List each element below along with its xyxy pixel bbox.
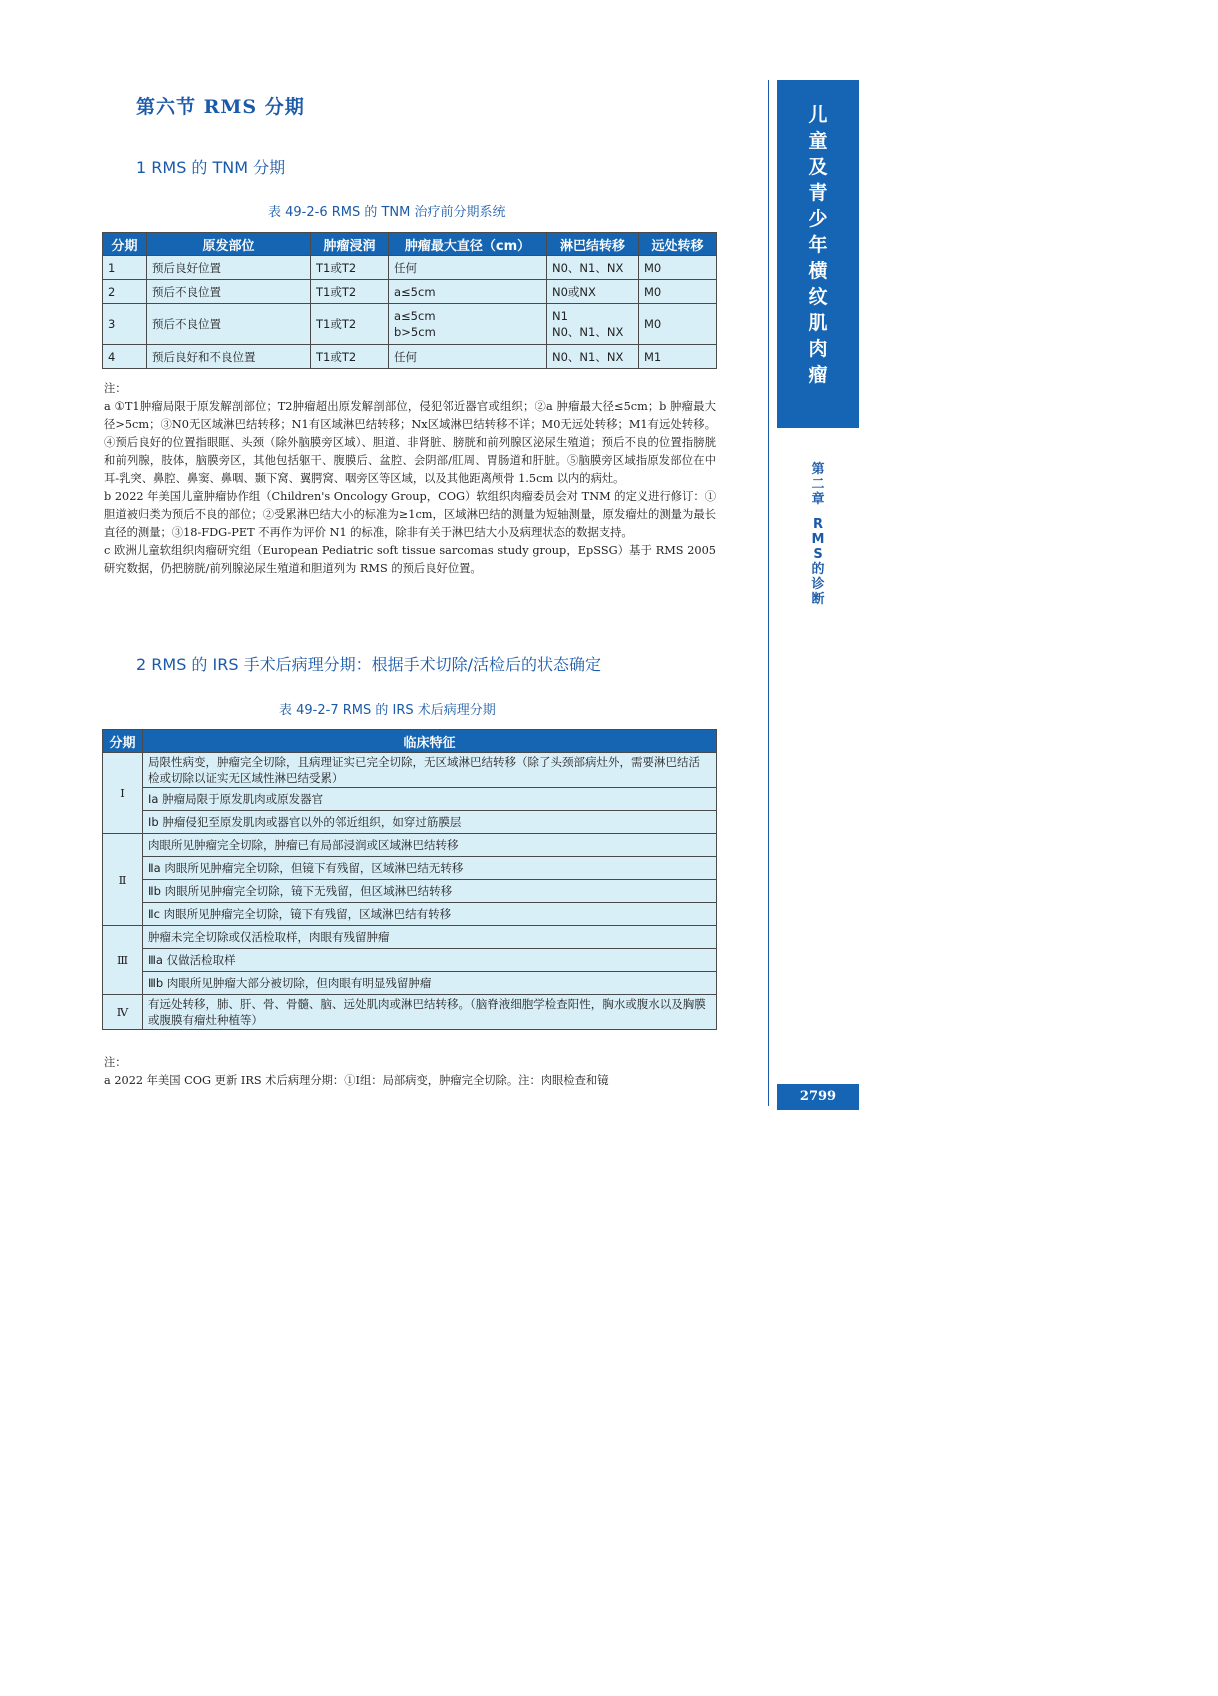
table2-header-cell: 分期	[103, 730, 143, 753]
table2-caption: 表 49-2-7 RMS 的 IRS 术后病理分期	[279, 703, 496, 718]
table2-header-row	[103, 730, 717, 753]
table2-notes	[104, 1054, 716, 1090]
table-row	[103, 949, 717, 972]
table-row	[103, 926, 717, 949]
chapter-label-vertical: 第 二 章 R M S 的 诊 断	[811, 462, 825, 607]
table-cell: 预后良好位置	[147, 256, 311, 280]
table-cell: 2	[103, 280, 147, 304]
feature-cell: 有远处转移，肺、肝、骨、骨髓、脑、远处肌肉或淋巴结转移。（脑脊液细胞学检查阳性，胸水或腹水以及胸膜或腹膜有瘤灶种植等）	[143, 995, 717, 1030]
stage-cell: Ⅰ	[103, 753, 143, 834]
table-cell: a≤5cm	[389, 280, 547, 304]
table-row	[103, 788, 717, 811]
book-title-tab	[777, 80, 859, 428]
feature-cell: Ⅲb 肉眼所见肿瘤大部分被切除，但肉眼有明显残留肿瘤	[143, 972, 717, 995]
heading-irs-staging: 2 RMS 的 IRS 手术后病理分期：根据手术切除/活检后的状态确定	[136, 655, 601, 674]
table1-header-cell: 淋巴结转移	[547, 233, 639, 256]
stage-cell: Ⅱ	[103, 834, 143, 926]
notes2-paragraph: a 2022 年美国 COG 更新 IRS 术后病理分期：①Ⅰ组：局部病变，肿瘤完全切除。注：肉眼检查和镜	[104, 1074, 609, 1087]
feature-cell: Ⅰb 肿瘤侵犯至原发肌肉或器官以外的邻近组织，如穿过筋膜层	[143, 811, 717, 834]
table-row	[103, 280, 717, 304]
table-cell: M0	[639, 280, 717, 304]
side-divider	[768, 80, 769, 1106]
table1-caption: 表 49-2-6 RMS 的 TNM 治疗前分期系统	[268, 205, 506, 220]
table-row	[103, 811, 717, 834]
table1-notes	[104, 380, 716, 578]
table-row	[103, 345, 717, 369]
tnm-staging-table	[102, 232, 717, 369]
feature-cell: Ⅰa 肿瘤局限于原发肌肉或原发器官	[143, 788, 717, 811]
table-row	[103, 972, 717, 995]
book-title-vertical: 儿 童 及 青 少 年 横 纹 肌 肉 瘤	[808, 104, 828, 386]
stage-cell: Ⅲ	[103, 926, 143, 995]
table-cell: a≤5cm b>5cm	[389, 304, 547, 345]
irs-staging-table	[102, 729, 717, 1030]
table-cell: 4	[103, 345, 147, 369]
table-row	[103, 834, 717, 857]
table-row	[103, 903, 717, 926]
table-cell: 预后不良位置	[147, 280, 311, 304]
table1-header-cell: 肿瘤浸润	[311, 233, 389, 256]
section-title: 第六节 RMS 分期	[136, 96, 305, 118]
table-cell: T1或T2	[311, 345, 389, 369]
table-row	[103, 995, 717, 1030]
table1-header-cell: 远处转移	[639, 233, 717, 256]
feature-cell: Ⅲa 仅做活检取样	[143, 949, 717, 972]
table-row	[103, 753, 717, 788]
table-cell: N0、N1、NX	[547, 345, 639, 369]
notes1-paragraph: a ①T1肿瘤局限于原发解剖部位；T2肿瘤超出原发解剖部位，侵犯邻近器官或组织；②a 肿瘤最大径≤5cm；b 肿瘤最大径>5cm；③N0无区域淋巴结转移；N1有区域淋巴结转移；Nx区域淋巴结转移不详；M0无远处转移；M1有远处转移。④预后良好的位置指眼眶、头颈（除外脑膜旁区域）、胆道、非肾脏、膀胱和前列腺区泌尿生殖道；预后不良的位置指膀胱和前列腺，肢体，脑膜旁区，其他包括躯干、腹膜后、盆腔、会阴部/肛周、胃肠道和肝脏。⑤脑膜旁区域指原发部位在中耳-乳突、鼻腔、鼻窦、鼻咽、颞下窝、翼腭窝、咽旁区等区域，以及其他距离颅骨 1.5cm 以内的病灶。	[104, 400, 716, 485]
notes1-paragraph: b 2022 年美国儿童肿瘤协作组（Children's Oncology Group，COG）软组织肉瘤委员会对 TNM 的定义进行修订：①胆道被归类为预后不良的部位；②受累淋巴结大小的标准为≥1cm，区域淋巴结的测量为短轴测量，原发瘤灶的测量为最长直径的测量；③18-FDG-PET 不再作为评价 N1 的标准，除非有关于淋巴结大小及病理状态的数据支持。	[104, 490, 716, 539]
table-cell: T1或T2	[311, 304, 389, 345]
table-cell: T1或T2	[311, 280, 389, 304]
table-cell: T1或T2	[311, 256, 389, 280]
table-cell: 3	[103, 304, 147, 345]
table2-header-cell: 临床特征	[143, 730, 717, 753]
table1-header-row	[103, 233, 717, 256]
table-cell: M1	[639, 345, 717, 369]
feature-cell: 肿瘤未完全切除或仅活检取样，肉眼有残留肿瘤	[143, 926, 717, 949]
notes1-paragraph: c 欧洲儿童软组织肉瘤研究组（European Pediatric soft tissue sarcomas study group，EpSSG）基于 RMS 2005 研究数据，仍把膀胱/前列腺泌尿生殖道和胆道列为 RMS 的预后良好位置。	[104, 544, 716, 575]
table-cell: 任何	[389, 345, 547, 369]
table-cell: M0	[639, 304, 717, 345]
feature-cell: Ⅱc 肉眼所见肿瘤完全切除，镜下有残留，区域淋巴结有转移	[143, 903, 717, 926]
table-cell: M0	[639, 256, 717, 280]
table-cell: N0或NX	[547, 280, 639, 304]
table-cell: N0、N1、NX	[547, 256, 639, 280]
table-cell: N1 N0、N1、NX	[547, 304, 639, 345]
table-row	[103, 857, 717, 880]
table-cell: 任何	[389, 256, 547, 280]
feature-cell: 局限性病变，肿瘤完全切除，且病理证实已完全切除，无区域淋巴结转移（除了头颈部病灶外，需要淋巴结活检或切除以证实无区域性淋巴结受累）	[143, 753, 717, 788]
table1-header-cell: 肿瘤最大直径（cm）	[389, 233, 547, 256]
heading-tnm-staging: 1 RMS 的 TNM 分期	[136, 158, 286, 177]
stage-cell: Ⅳ	[103, 995, 143, 1030]
table-cell: 预后不良位置	[147, 304, 311, 345]
notes2-label: 注：	[104, 1056, 127, 1069]
table-row	[103, 256, 717, 280]
feature-cell: Ⅱa 肉眼所见肿瘤完全切除，但镜下有残留，区域淋巴结无转移	[143, 857, 717, 880]
page-number: 2799	[777, 1084, 859, 1110]
notes1-label: 注：	[104, 382, 127, 395]
table-cell: 1	[103, 256, 147, 280]
table-cell: 预后良好和不良位置	[147, 345, 311, 369]
feature-cell: Ⅱb 肉眼所见肿瘤完全切除，镜下无残留，但区域淋巴结转移	[143, 880, 717, 903]
table1-header-cell: 分期	[103, 233, 147, 256]
table-row	[103, 304, 717, 345]
table1-header-cell: 原发部位	[147, 233, 311, 256]
table-row	[103, 880, 717, 903]
feature-cell: 肉眼所见肿瘤完全切除，肿瘤已有局部浸润或区域淋巴结转移	[143, 834, 717, 857]
